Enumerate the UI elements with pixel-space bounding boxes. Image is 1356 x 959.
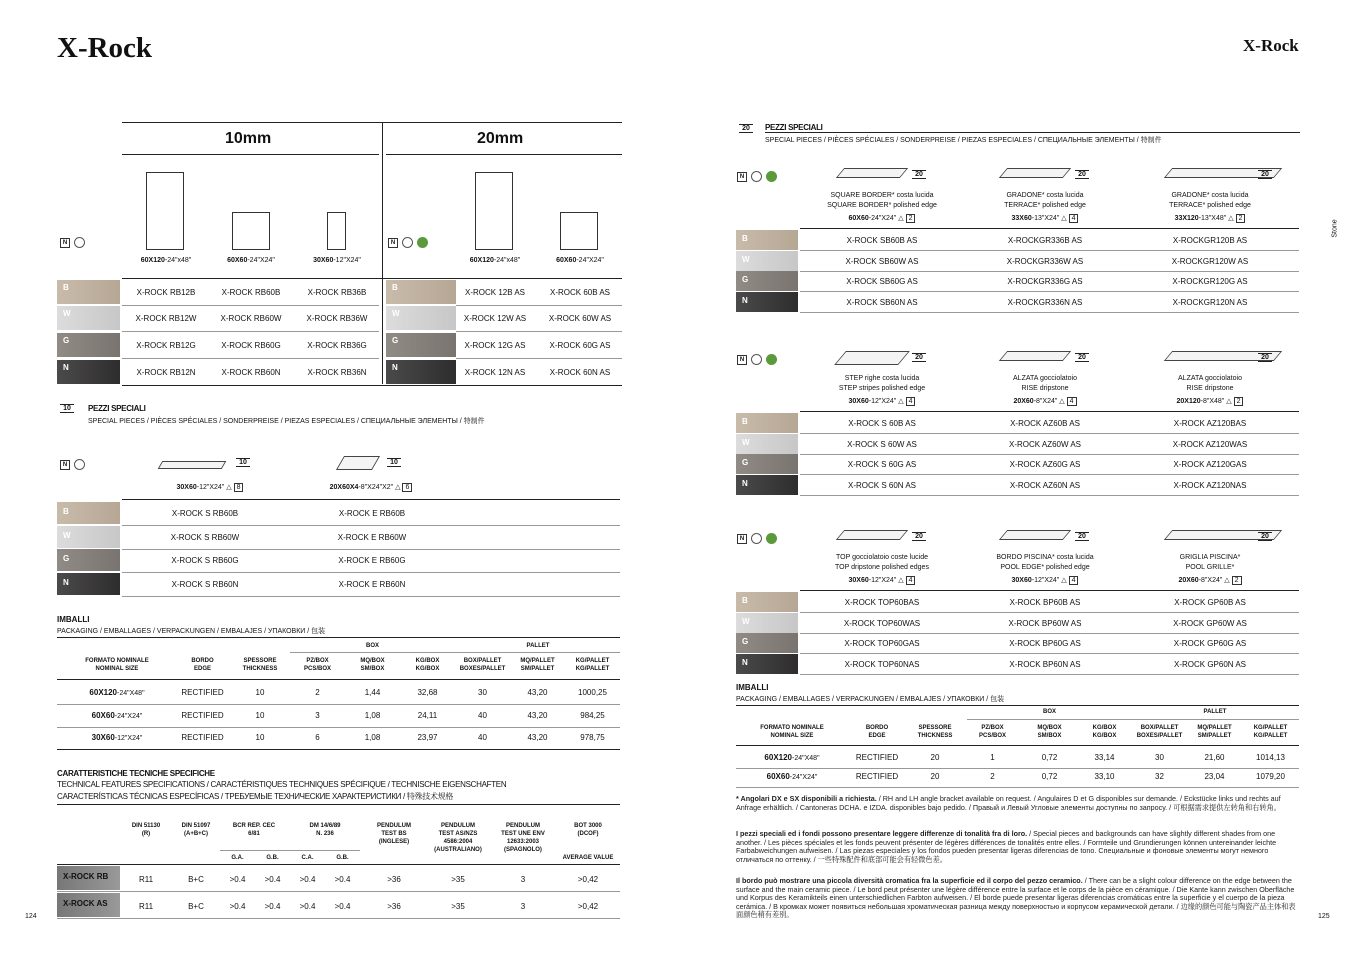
piece-size: 20X60-8"X24" △ 4 (965, 397, 1125, 405)
table-cell: RECTIFIED (855, 753, 899, 762)
tile-60x120-shape (146, 172, 184, 250)
table-cell: RECTIFIED (181, 733, 224, 742)
table-cell: 0,72 (1041, 772, 1058, 781)
product-code: X-ROCK TOP60BAS (844, 598, 920, 607)
piece-label: TOP gocciolatoio coste lucide (836, 554, 928, 561)
column-header: PENDULUM TEST UNE ENV 12633:2003 (SPAGNOLO) (501, 823, 545, 853)
piece-label: GRADONE* costa lucida (1171, 192, 1249, 199)
packaging-subtitle-right: PACKAGING / EMBALLAGES / VERPACKUNGEN / EMBALAJES / УПАКОВКИ / 包装 (736, 696, 1005, 703)
sub-header: G.A. (231, 855, 244, 861)
product-code: X-ROCK AZ120WAS (1172, 439, 1248, 449)
color-swatch: W (386, 306, 456, 330)
table-cell: 10 (255, 688, 265, 697)
table-cell: >0.4 (264, 902, 281, 911)
table-cell: 40 (478, 711, 487, 720)
n-icon: N (737, 534, 747, 544)
table-cell: 32,68 (417, 688, 438, 697)
thickness-badge: 20 (912, 170, 926, 179)
column-header: BOT 3000 (DCOF) (574, 823, 602, 837)
color-swatch: G (736, 454, 798, 474)
product-code: X-ROCK AZ60N AS (1009, 480, 1081, 490)
special-piece-shape (999, 168, 1071, 178)
column-header: MQ/PALLET SM/PALLET (520, 658, 555, 672)
product-code: X-ROCKGR120W AS (1171, 256, 1249, 266)
special-piece-shape (999, 530, 1071, 540)
column-header: PENDULUM TEST BS (INGLESE) (377, 823, 411, 845)
table-cell: >0.4 (299, 875, 316, 884)
product-code: X-ROCK GP60W AS (1173, 618, 1247, 628)
piece-size: 30X60-12"X24" △ 4 (802, 576, 962, 584)
piece-size: 30X60-12"X24" △ 4 (802, 397, 962, 405)
piece-label: GRADONE* costa lucida (1006, 192, 1084, 199)
product-code: X-ROCK S RB60W (170, 533, 240, 542)
thickness-badge: 20 (1075, 353, 1089, 362)
tile-60x60-shape (232, 212, 270, 250)
piece-label: TERRACE* polished edge (1169, 202, 1251, 209)
column-header: DIN 51130 (R) (131, 823, 161, 837)
table-cell: 10 (255, 711, 265, 720)
table-cell: >0.4 (229, 875, 246, 884)
product-code: X-ROCK AZ60G AS (1009, 460, 1081, 469)
product-code: X-ROCK AZ60B AS (1010, 419, 1080, 428)
table-cell: 32 (1155, 772, 1164, 781)
piece-size: 33X60-13"X24" △ 4 (965, 214, 1125, 222)
product-code: X-ROCK E RB60B (338, 509, 406, 518)
color-swatch: N (57, 360, 120, 384)
color-swatch: N (736, 292, 798, 312)
color-swatch: N (57, 573, 120, 595)
product-code: X-ROCK BP60W AS (1008, 618, 1082, 628)
product-code: X-ROCK SB60B AS (846, 236, 918, 245)
product-code: X-ROCK 12B AS (464, 288, 526, 297)
format-cell: 60X120-24"X48" (89, 688, 145, 697)
product-code: X-ROCKGR120G AS (1172, 277, 1248, 286)
product-code: X-ROCK E RB60N (338, 580, 406, 589)
packaging-title-right: IMBALLI (736, 683, 769, 692)
product-code: X-ROCK SB60N AS (846, 297, 918, 307)
table-cell: >36 (387, 902, 401, 911)
product-code: X-ROCK RB12B (136, 288, 196, 297)
color-swatch: G (386, 333, 456, 357)
sub-header: G.B. (336, 855, 349, 861)
product-code: X-ROCK RB12G (136, 341, 196, 350)
table-cell: >0.4 (299, 902, 316, 911)
thickness-10mm: 10mm (225, 130, 272, 147)
circle-icon (74, 237, 85, 248)
n-icon: N (388, 238, 398, 248)
table-cell: 23,97 (417, 733, 438, 742)
product-code: X-ROCK E RB60G (338, 556, 406, 565)
piece-size: 20X60-8"X24" △ 2 (1130, 576, 1290, 584)
special-piece-shape (999, 351, 1071, 361)
piece-label: STEP stripes polished edge (838, 385, 926, 392)
product-code: X-ROCKGR336W AS (1006, 256, 1084, 266)
column-header: PZ/BOX PCS/BOX (303, 658, 331, 672)
column-header: MQ/PALLET SM/PALLET (1197, 725, 1232, 739)
color-swatch: B (57, 502, 120, 524)
product-code: X-ROCKGR336N AS (1007, 297, 1083, 307)
n-icon: N (60, 460, 70, 470)
note-paragraph: * Angolari DX e SX disponibili a richiesta. / RH and LH angle bracket available on request. / Angulaires D et G disponibles sur demande. / Eckstücke links und rechts auf Anfrage erhältlich. / Cantoneras DCHA. e IZDA. disponibles bajo pedido. / Правый и Левый Угловые элементы доступны по запросу. / 可根据需求提供左转角和右转角。 (736, 794, 1281, 812)
thickness-badge: 20 (1075, 170, 1089, 179)
special-title-left: PEZZI SPECIALI (88, 404, 146, 413)
special-subtitle-left: SPECIAL PIECES / PIÈCES SPÉCIALES / SONDERPREISE / PIEZAS ESPECIALES / СПЕЦИАЛЬНЫЕ ЭЛЕМЕНТЫ / 特制件 (88, 418, 485, 425)
product-code: X-ROCK S 60N AS (847, 480, 917, 490)
color-swatch: W (57, 306, 120, 330)
n-icon: N (737, 355, 747, 365)
special-piece-shape (836, 530, 908, 540)
table-cell: 0,72 (1041, 753, 1058, 762)
product-code: X-ROCK S RB60N (171, 580, 239, 589)
table-cell: >0,42 (577, 875, 599, 884)
product-code: X-ROCK 12G AS (464, 341, 526, 350)
table-cell: B+C (188, 875, 204, 884)
table-cell: 21,60 (1204, 753, 1225, 762)
column-header: FORMATO NOMINALE NOMINAL SIZE (760, 725, 824, 739)
column-header: PENDULUM TEST AS/NZS 4586:2004 (AUSTRALIANO) (434, 823, 482, 853)
color-swatch: N (736, 654, 798, 674)
column-header: DM 14/6/89 N. 236 (309, 823, 341, 837)
product-code: X-ROCK RB12N (136, 368, 196, 377)
column-header: MQ/BOX SM/BOX (360, 658, 385, 672)
circle-icon (402, 237, 413, 248)
table-cell: 1000,25 (578, 688, 607, 697)
color-swatch: W (736, 613, 798, 633)
product-code: X-ROCK E RB60W (337, 533, 407, 542)
table-cell: RECTIFIED (181, 688, 224, 697)
thickness-20mm: 20mm (477, 130, 524, 147)
column-header: FORMATO NOMINALE NOMINAL SIZE (85, 658, 149, 672)
column-header: KG/PALLET KG/PALLET (575, 658, 610, 672)
table-cell: 1,08 (364, 733, 381, 742)
packaging-title-left: IMBALLI (57, 615, 90, 624)
table-cell: >0,42 (577, 902, 599, 911)
product-code: X-ROCK AZ120GAS (1173, 460, 1247, 469)
column-header: BOX/PALLET BOXES/PALLET (1136, 725, 1183, 739)
piece-label: POOL GRILLE* (1185, 564, 1235, 571)
format-cell: 30X60-12"X24" (91, 733, 143, 742)
column-header: KG/BOX KG/BOX (415, 658, 440, 672)
piece-label: ALZATA gocciolatoio (1178, 375, 1242, 382)
thickness-badge: 20 (1075, 532, 1089, 541)
product-code: X-ROCKGR120B AS (1172, 236, 1248, 245)
tile-60x60-20mm-shape (560, 212, 598, 250)
product-code: X-ROCK 12N AS (464, 368, 526, 377)
product-code: X-ROCK RB60N (221, 368, 281, 377)
table-cell: 6 (315, 733, 320, 742)
table-cell: B+C (188, 902, 204, 911)
packaging-subtitle-left: PACKAGING / EMBALLAGES / VERPACKUNGEN / EMBALAJES / УПАКОВКИ / 包装 (57, 628, 326, 635)
tile-30x60-shape (327, 212, 346, 250)
table-cell: 40 (478, 733, 487, 742)
table-cell: 24,11 (417, 711, 438, 720)
column-header: PZ/BOX PCS/BOX (978, 725, 1006, 739)
table-cell: >35 (451, 902, 465, 911)
color-swatch: N (386, 360, 456, 384)
column-header: SPESSORE THICKNESS (242, 658, 278, 672)
table-cell: >36 (387, 875, 401, 884)
color-swatch: B (386, 280, 456, 304)
color-swatch: W (736, 434, 798, 454)
table-cell: 1 (990, 753, 995, 762)
product-code: X-ROCK 60B AS (549, 288, 611, 297)
piece-label: POOL EDGE* polished edge (1000, 564, 1090, 571)
column-header: BORDO EDGE (191, 658, 214, 672)
series-label: X-ROCK RB (57, 866, 120, 890)
n-icon: N (737, 172, 747, 182)
table-cell: RECTIFIED (855, 772, 899, 781)
thickness-badge: 20 (1258, 532, 1272, 541)
special-piece-shape (836, 168, 908, 178)
table-cell: 1014,13 (1256, 753, 1285, 762)
color-swatch: B (736, 592, 798, 612)
table-cell: >0.4 (229, 902, 246, 911)
table-cell: 1079,20 (1256, 772, 1285, 781)
table-cell: >35 (451, 875, 465, 884)
special-title-right: PEZZI SPECIALI (765, 123, 823, 132)
thickness-badge: 20 (912, 353, 926, 362)
format-cell: 60X60-24"X24" (91, 711, 143, 720)
table-cell: 978,75 (580, 733, 605, 742)
series-label: X-ROCK AS (57, 893, 120, 917)
column-header: BCR REP. CEC 6/81 (232, 823, 276, 837)
product-code: X-ROCK BP60N AS (1009, 659, 1081, 669)
table-cell: 43,20 (527, 711, 548, 720)
product-code: X-ROCK BP60G AS (1009, 639, 1081, 648)
page-title-right: X-Rock (1243, 36, 1299, 55)
product-code: X-ROCK RB60B (221, 288, 281, 297)
product-code: X-ROCK 60W AS (548, 314, 612, 323)
page-title-left: X-Rock (57, 32, 153, 64)
product-code: X-ROCK TOP60WAS (843, 618, 921, 628)
table-cell: 33,10 (1094, 772, 1115, 781)
table-cell: 2 (990, 772, 995, 781)
table-cell: R11 (138, 875, 154, 884)
product-code: X-ROCK RB60W (220, 314, 282, 323)
table-cell: >0.4 (264, 875, 281, 884)
table-cell: 43,20 (527, 688, 548, 697)
piece-label: TOP dripstone polished edges (835, 564, 929, 571)
piece-size: 20X120-8"X48" △ 2 (1130, 397, 1290, 405)
table-cell: >0.4 (334, 902, 351, 911)
product-code: X-ROCK RB60G (221, 341, 281, 350)
color-swatch: W (736, 251, 798, 271)
circle-icon (751, 533, 762, 544)
piece-label: TERRACE* polished edge (1004, 202, 1086, 209)
table-cell: 33,14 (1094, 753, 1115, 762)
sub-header: G.B. (266, 855, 279, 861)
circle-icon (751, 171, 762, 182)
n-icon: N (60, 238, 70, 248)
sub-header: C.A. (301, 855, 314, 861)
product-code: X-ROCK GP60G AS (1173, 639, 1247, 648)
product-code: X-ROCK 60N AS (549, 368, 611, 377)
color-swatch: B (736, 413, 798, 433)
thickness-badge: 20 (1258, 353, 1272, 362)
table-cell: 20 (930, 772, 940, 781)
tile-60x120-20mm-shape (475, 172, 513, 250)
page-number-left: 124 (25, 913, 37, 920)
piece-label: RISE dripstone (1186, 385, 1234, 392)
product-code: X-ROCK RB36G (307, 341, 367, 350)
product-code: X-ROCKGR120N AS (1172, 297, 1248, 307)
product-code: X-ROCK S RB60B (171, 509, 239, 518)
table-cell: 1,08 (364, 711, 381, 720)
page-number-right: 125 (1318, 913, 1330, 920)
product-code: X-ROCK GP60N AS (1173, 659, 1247, 669)
product-code: X-ROCK RB36B (307, 288, 367, 297)
color-swatch: W (57, 526, 120, 548)
leaf-icon (766, 354, 777, 365)
product-code: X-ROCK BP60B AS (1009, 598, 1081, 607)
product-code: X-ROCK 60G AS (549, 341, 611, 350)
table-cell: 23,04 (1204, 772, 1225, 781)
piece-label: STEP righe costa lucida (844, 375, 920, 382)
step-piece-shape (158, 461, 227, 469)
product-code: X-ROCK SB60W AS (845, 256, 919, 266)
table-cell: 30 (478, 688, 487, 697)
format-cell: 60X60-24"X24" (766, 772, 818, 781)
table-cell: 3 (520, 875, 526, 884)
format-cell: 60X120-24"X48" (764, 753, 820, 762)
column-header: BORDO EDGE (865, 725, 889, 739)
leaf-icon (766, 533, 777, 544)
product-code: X-ROCK AZ60W AS (1008, 439, 1082, 449)
color-swatch: G (57, 549, 120, 571)
table-cell: 10 (255, 733, 265, 742)
product-code: X-ROCKGR336B AS (1007, 236, 1083, 245)
product-code: X-ROCK S 60W AS (847, 439, 917, 449)
table-cell: 2 (315, 688, 320, 697)
table-cell: 3 (520, 902, 526, 911)
thickness-badge: 20 (912, 532, 926, 541)
product-code: X-ROCK RB12W (135, 314, 197, 323)
note-paragraph: I pezzi speciali ed i fondi possono presentare leggere differenze di tonalità fra di loro. / Special pieces and backgrounds can have slightly different shades from one another. / Les pièces spéciales et les fonds peuvent présenter de légères différences de tonalités entre elles. / Formteile und Grundierungen können untereinander leichte Farbabweichungen aufweisen. / Las piezas especiales y los fondos pueden presentar ligeras diferencias de tono. Специальные и фоновые элементы могут немного отличаться по оттенку. / 一些特殊配件和底部可能会有轻微色差。 (736, 829, 1277, 864)
tech-title: CARATTERISTICHE TECNICHE SPECIFICHE (57, 769, 215, 778)
piece-size: 60X60-24"X24" △ 2 (802, 214, 962, 222)
column-header: KG/BOX KG/BOX (1092, 725, 1117, 739)
thickness-badge: 20 (1258, 170, 1272, 179)
special-piece-shape (834, 351, 910, 365)
product-code: X-ROCK AZ120NAS (1173, 480, 1247, 490)
piece-label: BORDO PISCINA* costa lucida (996, 554, 1094, 561)
color-swatch: G (57, 333, 120, 357)
circle-icon (751, 354, 762, 365)
piece-size: 33X120-13"X48" △ 2 (1130, 214, 1290, 222)
product-code: X-ROCK SB60G AS (846, 277, 918, 286)
piece-label: ALZATA gocciolatoio (1013, 375, 1077, 382)
color-swatch: B (736, 230, 798, 250)
table-cell: RECTIFIED (181, 711, 224, 720)
product-code: X-ROCK AZ120BAS (1173, 419, 1247, 428)
product-code: X-ROCK S 60B AS (848, 419, 916, 428)
product-code: X-ROCK TOP60NAS (844, 659, 920, 669)
column-header: BOX/PALLET BOXES/PALLET (459, 658, 506, 672)
piece-size: 30X60-12"X24" △ 4 (965, 576, 1125, 584)
thickness-badge: 10 (60, 404, 74, 413)
product-code: X-ROCK S 60G AS (847, 460, 917, 469)
product-code: X-ROCK RB36N (307, 368, 367, 377)
color-swatch: G (736, 633, 798, 653)
product-code: X-ROCK 12W AS (463, 314, 527, 323)
product-code: X-ROCKGR336G AS (1007, 277, 1083, 286)
product-code: X-ROCK S RB60G (171, 556, 239, 565)
table-cell: 1,44 (364, 688, 381, 697)
piece-label: SQUARE BORDER* polished edge (827, 202, 937, 209)
table-cell: 43,20 (527, 733, 548, 742)
sub-header: AVERAGE VALUE (562, 855, 614, 861)
product-code: X-ROCK RB36W (306, 314, 368, 323)
column-header: MQ/BOX SM/BOX (1037, 725, 1062, 739)
edge-piece-shape (336, 456, 380, 470)
color-swatch: N (736, 475, 798, 495)
table-cell: 30 (1155, 753, 1164, 762)
product-code: X-ROCK TOP60GAS (844, 639, 920, 648)
table-cell: >0.4 (334, 875, 351, 884)
color-swatch: G (736, 271, 798, 291)
table-cell: 3 (315, 711, 320, 720)
leaf-icon (417, 237, 428, 248)
column-header: KG/PALLET KG/PALLET (1253, 725, 1288, 739)
product-code: X-ROCK GP60B AS (1174, 598, 1246, 607)
special-subtitle-right: SPECIAL PIECES / PIÈCES SPÉCIALES / SONDERPREISE / PIEZAS ESPECIALES / СПЕЦИАЛЬНЫЕ ЭЛЕМЕНТЫ / 特制件 (765, 137, 1162, 144)
leaf-icon (766, 171, 777, 182)
piece-label: RISE dripstone (1021, 385, 1069, 392)
circle-icon (74, 459, 85, 470)
table-cell: 984,25 (580, 711, 605, 720)
color-swatch: B (57, 280, 120, 304)
note-paragraph: Il bordo può mostrare una piccola diversità cromatica fra la superficie ed il corpo del pezzo ceramico. / There can be a slight colour difference on the edge between the surface and the main ceramic piece. / Le bord peut présenter une légère différence entre la surface et le corps de la pièce en céramique. / Die Kante kann zwischen Oberfläche und Korpus des Keramikteils einen unterschiedlichen Farbton aufweisen. / El borde puede presentar ligeras diferencias cromáticas entre la superficie y el cuerpo de la pieza cerámica. / В кромках может появиться небольшая хроматическая разница между поверхностью и корпусом керамической детали. / 边缘的颜色可能与陶瓷产品主体和表面颜色稍有差别。 (736, 876, 1296, 920)
piece-label: GRIGLIA PISCINA* (1179, 554, 1241, 561)
piece-label: SQUARE BORDER* costa lucida (830, 192, 934, 199)
table-cell: R11 (138, 902, 154, 911)
column-header: SPESSORE THICKNESS (917, 725, 953, 739)
side-label: Stone (1331, 219, 1339, 238)
column-header: DIN 51097 (A+B+C) (181, 823, 211, 837)
table-cell: 20 (930, 753, 940, 762)
